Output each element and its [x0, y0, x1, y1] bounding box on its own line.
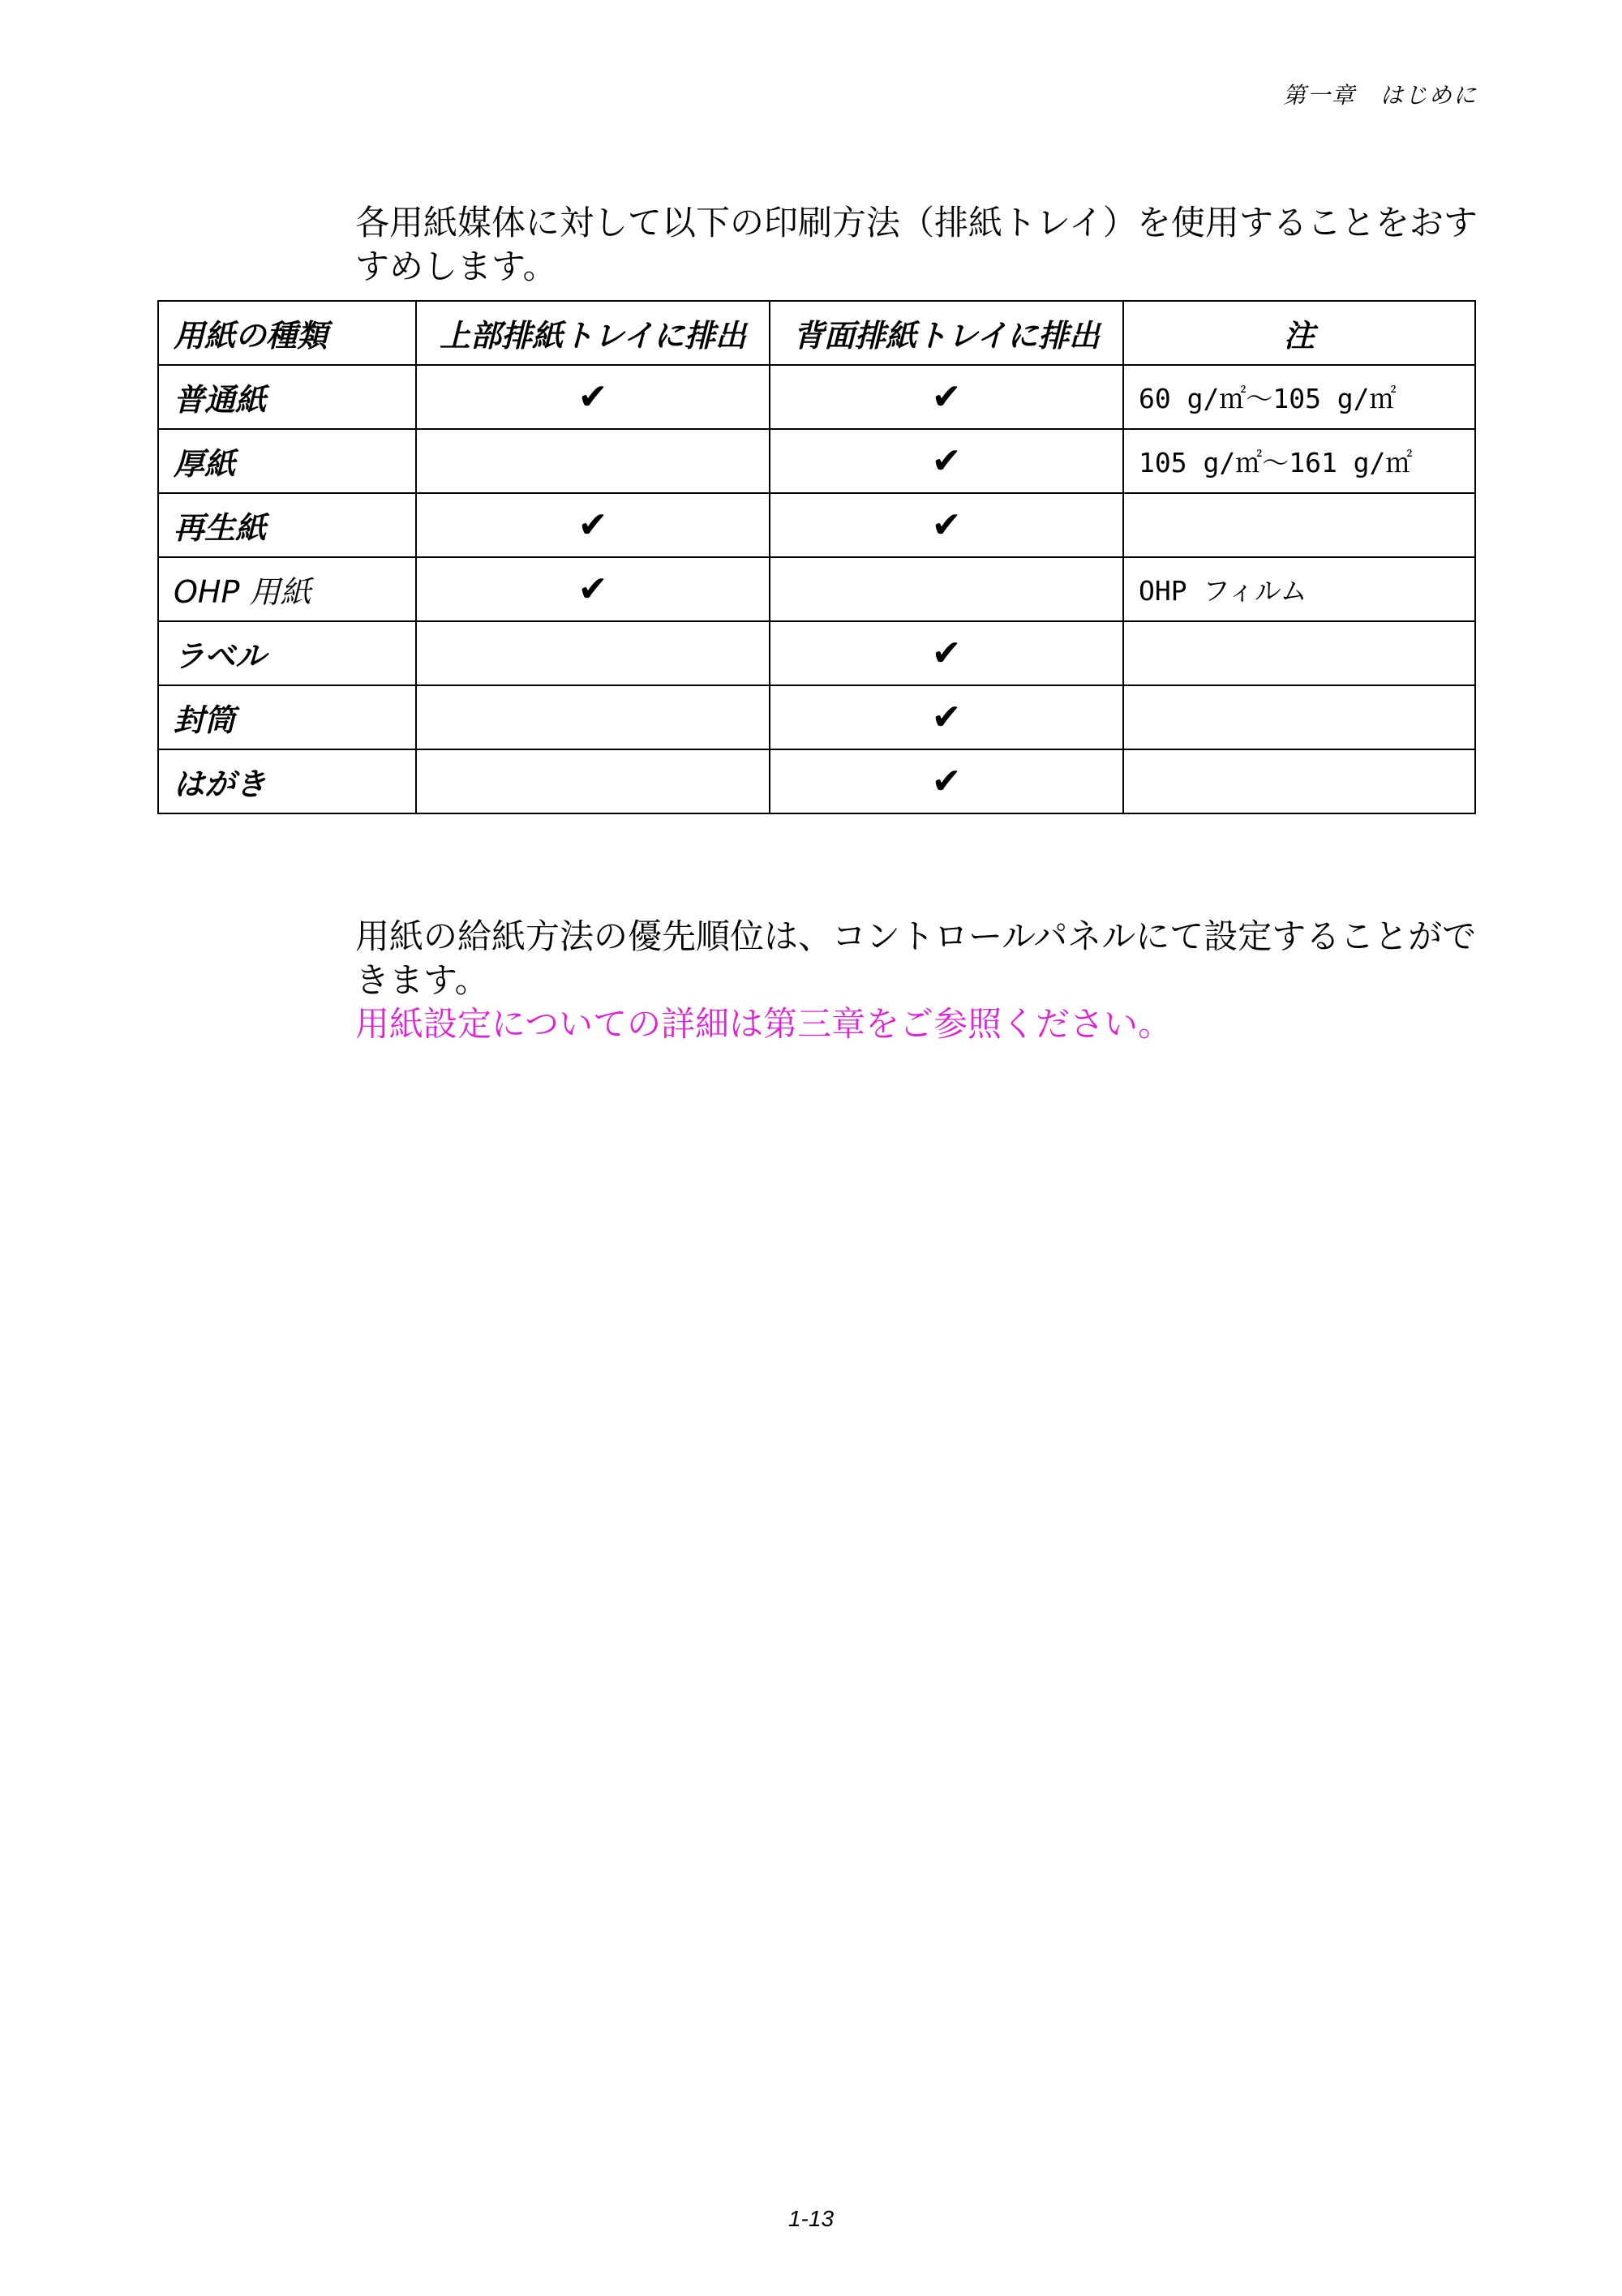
- paper-type-cell: ラベル: [158, 621, 416, 685]
- header-top-tray: 上部排紙トレイに排出: [416, 301, 770, 365]
- table-row: [158, 685, 1475, 749]
- top-tray-check: ✔: [416, 557, 770, 621]
- top-tray-check: [416, 685, 770, 749]
- rear-tray-check: ✔: [770, 685, 1123, 749]
- table-row: [158, 429, 1475, 493]
- note-cell: [1123, 493, 1475, 557]
- top-tray-check: ✔: [416, 493, 770, 557]
- paper-type-cell: OHP 用紙: [158, 557, 416, 621]
- rear-tray-check: [770, 557, 1123, 621]
- note-cell: 60 g/㎡～105 g/㎡: [1123, 365, 1475, 429]
- page-number: 1-13: [787, 2206, 835, 2231]
- header-rear-tray: 背面排紙トレイに排出: [770, 301, 1123, 365]
- header-note: 注: [1123, 301, 1475, 365]
- table-row: [158, 557, 1475, 621]
- top-tray-check: ✔: [416, 365, 770, 429]
- paper-type-cell: 封筒: [158, 685, 416, 749]
- table-row: [158, 749, 1475, 813]
- table-row: [158, 493, 1475, 557]
- rear-tray-check: ✔: [770, 365, 1123, 429]
- top-tray-check: [416, 621, 770, 685]
- note-cell: OHP フィルム: [1123, 557, 1475, 621]
- top-tray-check: [416, 749, 770, 813]
- chapter-three-reference-link[interactable]: 用紙設定についての詳細は第三章をご参照ください。: [355, 1004, 1173, 1044]
- chapter-header: 第一章 はじめに: [1282, 82, 1478, 109]
- media-output-table: [157, 300, 1476, 814]
- paper-type-cell: 普通紙: [158, 365, 416, 429]
- paper-type-cell: 厚紙: [158, 429, 416, 493]
- intro-paragraph: 各用紙媒体に対して以下の印刷方法（排紙トレイ）を使用することをおすすめします。: [355, 203, 1478, 286]
- note-cell: 105 g/㎡～161 g/㎡: [1123, 429, 1475, 493]
- note-cell: [1123, 621, 1475, 685]
- paper-type-cell: はがき: [158, 749, 416, 813]
- table-header-row: [158, 301, 1475, 365]
- note-cell: [1123, 749, 1475, 813]
- note-cell: [1123, 685, 1475, 749]
- rear-tray-check: ✔: [770, 749, 1123, 813]
- rear-tray-check: ✔: [770, 493, 1123, 557]
- paper-type-cell: 再生紙: [158, 493, 416, 557]
- header-paper-type: 用紙の種類: [158, 301, 416, 365]
- table-row: [158, 365, 1475, 429]
- rear-tray-check: ✔: [770, 621, 1123, 685]
- top-tray-check: [416, 429, 770, 493]
- rear-tray-check: ✔: [770, 429, 1123, 493]
- priority-paragraph: 用紙の給紙方法の優先順位は、コントロールパネルにて設定することができます。: [355, 916, 1477, 1000]
- table-row: [158, 621, 1475, 685]
